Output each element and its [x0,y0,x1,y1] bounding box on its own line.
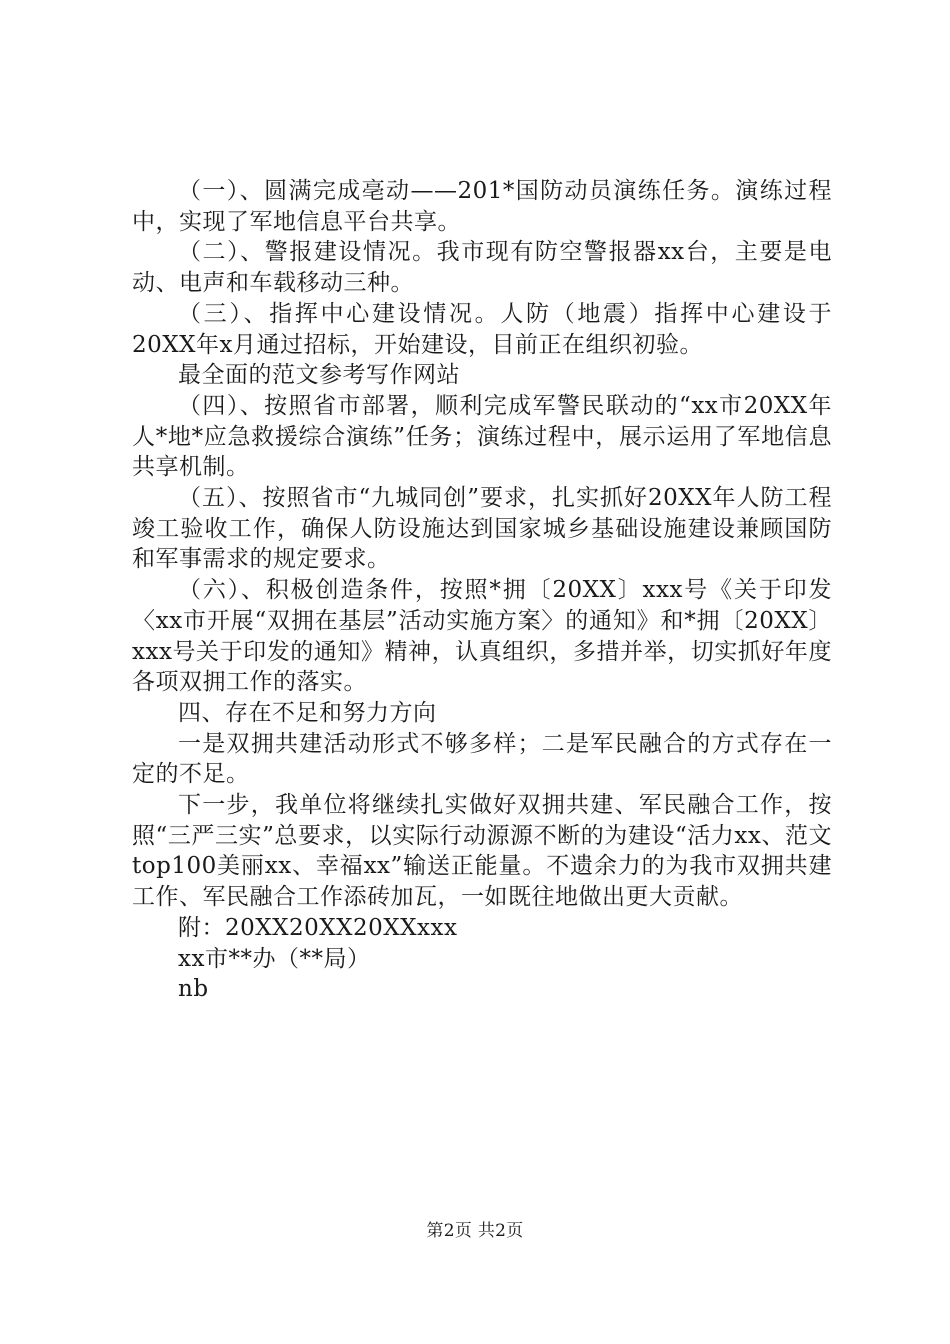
section-heading: 四、存在不足和努力方向 [178,699,437,726]
signature-line: xx市**办（**局） [178,945,371,972]
trailing-text: nb [178,976,209,1003]
paragraph-2: （二）、警报建设情况。我市现有防空警报器xx台，主要是电动、电声和车载移动三种。 [132,239,832,297]
paragraph-next-steps: 下一步，我单位将继续扎实做好双拥共建、军民融合工作，按照“三严三实”总要求，以实际行动源源不断的为建设“活力xx、范文top100美丽xx、幸福xx”输送正能量。不遗余力的为我市双拥共建工作、军民融合工作添砖加瓦，一如既往地做出更大贡献。 [132,792,832,911]
attachment-line: 附：20XX20XX20XXxxx [178,914,458,941]
paragraph-5: （五）、按照省市“九城同创”要求，扎实抓好20XX年人防工程竣工验收工作，确保人防设施达到国家城乡基础设施建设兼顾国防和军事需求的规定要求。 [132,485,832,573]
paragraph-3: （三）、指挥中心建设情况。人防（地震）指挥中心建设于20XX年x月通过招标，开始建设，目前正在组织初验。 [132,300,832,358]
paragraph-6: （六）、积极创造条件，按照*拥〔20XX〕xxx号《关于印发〈xx市开展“双拥在基层”活动实施方案〉的通知》和*拥〔20XX〕xxx号关于印发的通知》精神，认真组织，多措并举，切实抓好年度各项双拥工作的落实。 [132,577,832,696]
website-line: 最全面的范文参考写作网站 [178,362,460,389]
page-number: 第2页 共2页 [426,1221,524,1241]
document-body [132,176,832,1005]
paragraph-shortcomings: 一是双拥共建活动形式不够多样；二是军民融合的方式存在一定的不足。 [132,730,832,788]
paragraph-4: （四）、按照省市部署，顺利完成军警民联动的“xx市20XX年人*地*应急救援综合演练”任务；演练过程中，展示运用了军地信息共享机制。 [132,392,832,481]
paragraph-1: （一）、圆满完成亳动——201*国防动员演练任务。演练过程中，实现了军地信息平台共享。 [132,178,832,235]
